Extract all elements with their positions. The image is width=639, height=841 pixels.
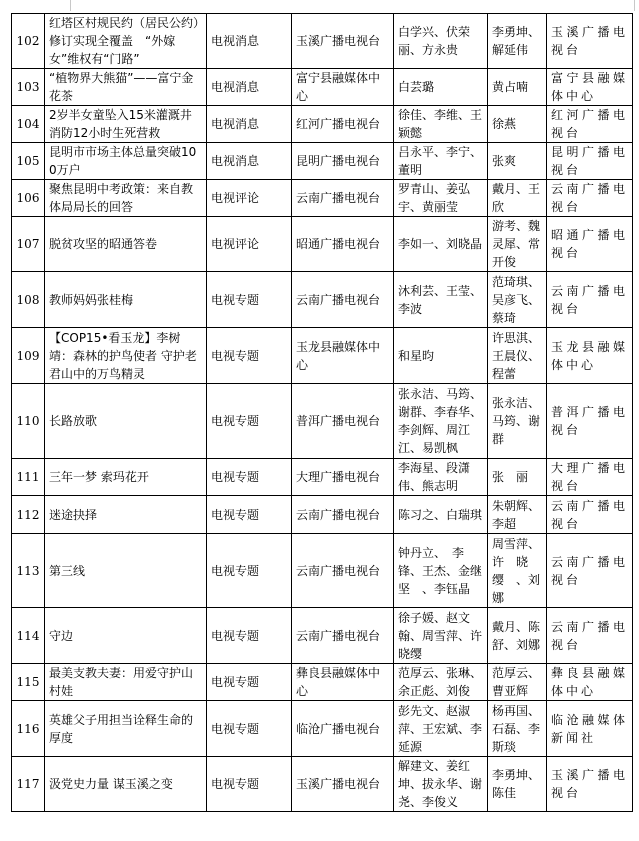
authors: 解建文、姜红坤、拔永华、谢尧、李俊义 <box>394 757 488 812</box>
publishing-unit: 普洱广播电视台 <box>292 384 394 459</box>
publishing-unit: 昭通广播电视台 <box>292 217 394 272</box>
work-category: 电视专题 <box>207 608 292 664</box>
entry-number: 103 <box>12 69 45 106</box>
authors: 李海星、段潇伟、熊志明 <box>394 459 488 496</box>
entry-number: 105 <box>12 143 45 180</box>
entry-number: 104 <box>12 106 45 143</box>
entry-number: 107 <box>12 217 45 272</box>
authors: 吕永平、李宁、董明 <box>394 143 488 180</box>
table-row <box>12 14 633 69</box>
table-row <box>12 106 633 143</box>
table-row <box>12 496 633 534</box>
table-row <box>12 664 633 701</box>
editors: 范厚云、曹亚辉 <box>488 664 547 701</box>
recommending-unit: 云南广播电视台 <box>547 272 633 328</box>
editors: 李勇坤、解延伟 <box>488 14 547 69</box>
recommending-unit: 红河广播电视台 <box>547 106 633 143</box>
table-row <box>12 180 633 217</box>
work-title: 三年一梦 索玛花开 <box>45 459 207 496</box>
work-category: 电视专题 <box>207 328 292 384</box>
entry-number: 112 <box>12 496 45 534</box>
editors: 张爽 <box>488 143 547 180</box>
recommending-unit: 彝良县融媒体中心 <box>547 664 633 701</box>
publishing-unit: 玉龙县融媒体中心 <box>292 328 394 384</box>
publishing-unit: 临沧广播电视台 <box>292 701 394 757</box>
work-category: 电视专题 <box>207 664 292 701</box>
editors: 周雪萍、许 晓缨 、刘娜 <box>488 534 547 608</box>
table-row <box>12 69 633 106</box>
editors: 李勇坤、陈佳 <box>488 757 547 812</box>
award-list-table <box>11 13 633 812</box>
entry-number: 106 <box>12 180 45 217</box>
work-category: 电视专题 <box>207 272 292 328</box>
publishing-unit: 大理广播电视台 <box>292 459 394 496</box>
authors: 徐佳、李维、王颖懿 <box>394 106 488 143</box>
publishing-unit: 云南广播电视台 <box>292 534 394 608</box>
work-title: 红塔区村规民约（居民公约）修订实现全覆盖 “外嫁女”维权有“门路” <box>45 14 207 69</box>
work-category: 电视评论 <box>207 180 292 217</box>
entry-number: 109 <box>12 328 45 384</box>
work-title: 汲党史力量 谋玉溪之变 <box>45 757 207 812</box>
editors: 范琦琪、吴彦飞、蔡琦 <box>488 272 547 328</box>
recommending-unit: 富宁县融媒体中心 <box>547 69 633 106</box>
work-title: 守边 <box>45 608 207 664</box>
recommending-unit: 普洱广播电视台 <box>547 384 633 459</box>
table-row <box>12 701 633 757</box>
recommending-unit: 大理广播电视台 <box>547 459 633 496</box>
table-row <box>12 534 633 608</box>
editors: 黄占喃 <box>488 69 547 106</box>
entry-number: 108 <box>12 272 45 328</box>
table-body <box>12 14 633 812</box>
work-title: 2岁半女童坠入15米灌溉井 消防12小时生死营救 <box>45 106 207 143</box>
table-row <box>12 217 633 272</box>
table-row <box>12 272 633 328</box>
recommending-unit: 云南广播电视台 <box>547 180 633 217</box>
entry-number: 116 <box>12 701 45 757</box>
editors: 徐燕 <box>488 106 547 143</box>
editors: 戴月、王欣 <box>488 180 547 217</box>
recommending-unit: 云南广播电视台 <box>547 608 633 664</box>
work-category: 电视专题 <box>207 459 292 496</box>
work-title: 迷途抉择 <box>45 496 207 534</box>
work-category: 电视评论 <box>207 217 292 272</box>
publishing-unit: 彝良县融媒体中心 <box>292 664 394 701</box>
recommending-unit: 云南广播电视台 <box>547 534 633 608</box>
work-title: 脱贫攻坚的昭通答卷 <box>45 217 207 272</box>
editors: 张 丽 <box>488 459 547 496</box>
entry-number: 102 <box>12 14 45 69</box>
table-row <box>12 459 633 496</box>
publishing-unit: 富宁县融媒体中心 <box>292 69 394 106</box>
recommending-unit: 云南广播电视台 <box>547 496 633 534</box>
editors: 朱朝辉、李超 <box>488 496 547 534</box>
publishing-unit: 玉溪广播电视台 <box>292 757 394 812</box>
entry-number: 111 <box>12 459 45 496</box>
page-margin-mark-left <box>70 0 71 11</box>
editors: 戴月、陈舒、刘娜 <box>488 608 547 664</box>
work-title: 长路放歌 <box>45 384 207 459</box>
recommending-unit: 玉龙县融媒体中心 <box>547 328 633 384</box>
recommending-unit: 临沧融媒体新闻社 <box>547 701 633 757</box>
publishing-unit: 红河广播电视台 <box>292 106 394 143</box>
editors: 杨再国、石磊、李斯琰 <box>488 701 547 757</box>
work-title: 【COP15•看玉龙】李树靖：森林的护鸟使者 守护老君山中的万鸟精灵 <box>45 328 207 384</box>
publishing-unit: 玉溪广播电视台 <box>292 14 394 69</box>
work-title: 昆明市市场主体总量突破100万户 <box>45 143 207 180</box>
work-title: “植物界大熊猫”——富宁金花茶 <box>45 69 207 106</box>
authors: 李如一、刘晓晶 <box>394 217 488 272</box>
publishing-unit: 云南广播电视台 <box>292 272 394 328</box>
entry-number: 114 <box>12 608 45 664</box>
table-row <box>12 384 633 459</box>
editors: 游考、魏灵犀、常开俊 <box>488 217 547 272</box>
authors: 张永洁、马筠、谢群、李春华、李剑辉、周江江、易凯枫 <box>394 384 488 459</box>
authors: 彭先文、赵淑萍、王宏斌、李延源 <box>394 701 488 757</box>
authors: 范厚云、张琳、余正彪、刘俊 <box>394 664 488 701</box>
work-title: 最美支教夫妻：用爱守护山村娃 <box>45 664 207 701</box>
table-row <box>12 328 633 384</box>
publishing-unit: 云南广播电视台 <box>292 180 394 217</box>
work-category: 电视专题 <box>207 496 292 534</box>
page-margin-mark-right <box>634 0 635 11</box>
authors: 钟丹立、 李锋、王杰、金继坚 、李钰晶 <box>394 534 488 608</box>
work-title: 英雄父子用担当诠释生命的厚度 <box>45 701 207 757</box>
authors: 徐子媛、赵文翰、周雪萍、许晓缨 <box>394 608 488 664</box>
recommending-unit: 玉溪广播电视台 <box>547 14 633 69</box>
publishing-unit: 云南广播电视台 <box>292 608 394 664</box>
authors: 沐利芸、王莹、李波 <box>394 272 488 328</box>
work-title: 聚焦昆明中考政策：来自教体局局长的回答 <box>45 180 207 217</box>
work-title: 教师妈妈张桂梅 <box>45 272 207 328</box>
work-category: 电视专题 <box>207 534 292 608</box>
work-category: 电视消息 <box>207 69 292 106</box>
work-category: 电视专题 <box>207 384 292 459</box>
authors: 白芸璐 <box>394 69 488 106</box>
authors: 和星昀 <box>394 328 488 384</box>
work-category: 电视专题 <box>207 757 292 812</box>
publishing-unit: 昆明广播电视台 <box>292 143 394 180</box>
editors: 许思淇、王晨仪、程蕾 <box>488 328 547 384</box>
recommending-unit: 昆明广播电视台 <box>547 143 633 180</box>
entry-number: 115 <box>12 664 45 701</box>
work-title: 第三线 <box>45 534 207 608</box>
recommending-unit: 昭通广播电视台 <box>547 217 633 272</box>
work-category: 电视消息 <box>207 143 292 180</box>
authors: 陈习之、白瑞琪 <box>394 496 488 534</box>
work-category: 电视消息 <box>207 14 292 69</box>
table-row <box>12 757 633 812</box>
entry-number: 113 <box>12 534 45 608</box>
entry-number: 117 <box>12 757 45 812</box>
authors: 白学兴、伏荣丽、方永贵 <box>394 14 488 69</box>
entry-number: 110 <box>12 384 45 459</box>
recommending-unit: 玉溪广播电视台 <box>547 757 633 812</box>
editors: 张永洁、马筠、谢群 <box>488 384 547 459</box>
authors: 罗青山、姜弘宇、黄丽莹 <box>394 180 488 217</box>
publishing-unit: 云南广播电视台 <box>292 496 394 534</box>
table-row <box>12 608 633 664</box>
table-row <box>12 143 633 180</box>
work-category: 电视专题 <box>207 701 292 757</box>
work-category: 电视消息 <box>207 106 292 143</box>
